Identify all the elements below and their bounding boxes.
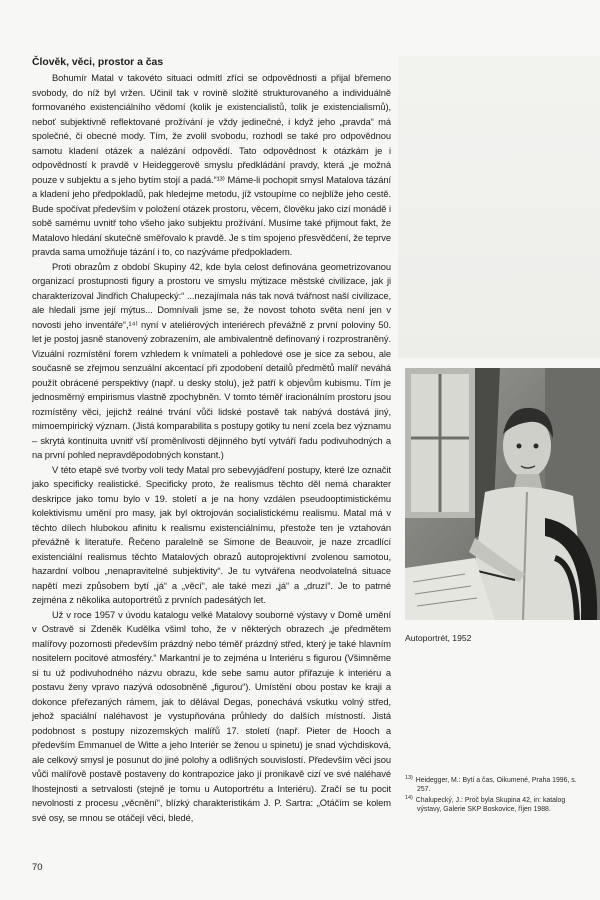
main-text-column	[32, 56, 391, 825]
page-number: 70	[32, 862, 43, 873]
paragraph-4: Už v roce 1957 v úvodu katalogu velké Matalovy souborné výstavy v Domě umění v Ostravě si Zdeněk Kudělka všiml toho, že v některých obrazech „je předmětem malířovy pozornosti především prázdný nebo téměř prázdný střed, který je také hlavním nositelem pocitové atmosféry.“ Markantní je to zejména u Interiéru s figurou (Všimněme si tu už podivuhodného názvu obrazu, kde sebe samu autor přiřazuje k interiéru a postavu ženy vpravo nazývá odosobněně „figurou“). Umístění obou postav ke kraji a dokonce přeřezaných rámem, jak to dělával Degas, ponechává vskutku volný střed, jehož spaciální naléhavost je vystupňována průhledy do dalších místností. Jistá podobnost s postupy nizozemských malířů 17. století (např. Pieter de Hooch a především Emmanuel de Witte a jeho Interiér se ženou u spinetu) je snad výchdisková, ale celkový smysl je posunut do jiné polohy a odlišných souvislostí. Především věci jsou vůči malířově postavě postaveny do kontrapozice jako jí pronikavě cizí ve své naléhavé lhostejnosti a setrvalosti (stejně je tomu u Autoportrétu a Interiéru). Zračí se tu pocit nevolnosti z procesu „věcnění“, blízký charakteristikám J. P. Sartra: „Otáčím se kolem své osy, se mnou se otáčejí věci, bledé,	[32, 609, 391, 823]
figure-caption: Autoportrét, 1952	[405, 633, 472, 643]
footnote-13	[405, 776, 590, 795]
footnote-14	[405, 796, 590, 815]
paragraph-3: V této etapě své tvorby volí tedy Matal pro sebevyjádření postupy, které lze označit jako specificky realistické. Specificky proto, že realismus těchto děl nemá charakter deskripce jako tomu bylo v 19. století a je na hony vzdálen pseudooptimistickému kolektivismu umění pro masy, jak byl oktrojován socialistickému realismu. Matal má v těchto dílech hlubokou afinitu k realismu existenciálnímu, přestože ten je vztahován převážně k literatuře. Řečeno paralelně se Simone de Beauvoir, je naze zrcadlící existenciální realismus těchto Matalových obrazů autoprojektivní zvolenou samotou, hazardní volbou „nenapravitelné subjektivity“. Je tu vytvářena neodvolatelná situace napětí mezi způsobem bytí „já“ a „věcí“, ale také mezi „já“ a „druzí“. Je to patrné zejména z několika autoportrétů z prvních padesátých let.	[32, 464, 391, 605]
self-portrait-painting	[405, 368, 600, 620]
footnote-14-number: 14)	[405, 794, 413, 801]
blank-margin-area	[398, 56, 600, 358]
paragraph-2: Proti obrazům z období Skupiny 42, kde byla celost definována geometrizovanou organizací prostupnosti figury a prostoru ve smyslu mýtizace městské civilizace, jak ji charakterizoval Jindřich Chalupecký:“ ...nezajímala nás tak nová tvářnost naší civilizace, ale hledali jsme její mýtus... Domnívali jsme se, že novost tohoto světa není jen v novosti jeho inventáře“,¹⁴⁾ nyní v ateliérových interiérech převážně z první poloviny 50. let je postoj jasně stanovený zobrazením, ale ambivalentně definovaný i rozprostraněný. Vizuální rozmístění forem vzhledem k vnímateli a pohledové ose je sice za sebou, ale současně se zřejmou senzuální akcentací při zpodobení detailů předmětů malíř neváhá použít obrácené perspektivy (např. u desky stolu), jež patří k objevům kubismu. Tím je jednosměrný empirismus vlastně zpochybněn. V tomto téměř iracionálním prostoru jsou rozmístěny věci, jejichž reálné trvání vůči lidské postavě tak nabývá dostává jiný, mimoempirický význam. (Jistá komparabilita s postupy gotiky tu není zcela bez významu – skrytá kontinuita uvnitř vší proměnlivosti dějinného bytí vytváří řadu podivuhodných a na první pohled nepravděpodobných konstant.)	[32, 261, 391, 460]
footnote-13-number: 13)	[405, 774, 413, 781]
footnotes	[405, 776, 590, 816]
footnote-14-text: Chalupecký, J.: Proč byla Skupina 42, in: katalog výstavy, Galerie SKP Boskovice, říjen 1988.	[415, 796, 566, 814]
painting-illustration	[405, 368, 600, 620]
section-heading: Člověk, věci, prostor a čas	[32, 57, 164, 68]
paragraph-1: Bohumír Matal v takovéto situaci odmítl zříci se odpovědnosti a přijal břemeno svobody, do níž byl vržen. Učinil tak v rovině složitě strukturovaného a individuálně formovaného existenciálního vědomí (kolik je existencialistů, tolik je existencialismů), neboť subjektivně reflektované prožívání je vždy jedinečné, i když jeho „pravda“ má společné, či obecné mody. Tím, že zvolil svobodu, rozhodl se také pro odpovědnou samotu kladení otázek a nalézání odpovědí. Tato odpovědnost k otázkám je i odpovědností k pravdě v Heideggerově smyslu předkládání pravdy, která „je možná pouze v subjektu a s jeho bytím stojí a padá.“¹³⁾ Máme-li pochopit smysl Matalova tázání a kladení jeho předpokladů, pak hledejme metodu, jíž vstoupíme co nejblíže jeho cestě. Bude spočívat především v položení otázek prostoru, věcem, člověku jako cizí monádě i sobě samému uvnitř toho všeho jako subjektu prožívání. Musíme také přijmout fakt, že Matalovo hledání skutečně směřovalo k pravdě. Je s tím spojeno přesvědčení, že teprve pravda sama umožňuje tázání i to, co nazýváme předpokladem.	[32, 73, 391, 257]
footnote-13-text: Heidegger, M.: Bytí a čas, Oikumené, Praha 1996, s. 257.	[415, 777, 577, 794]
